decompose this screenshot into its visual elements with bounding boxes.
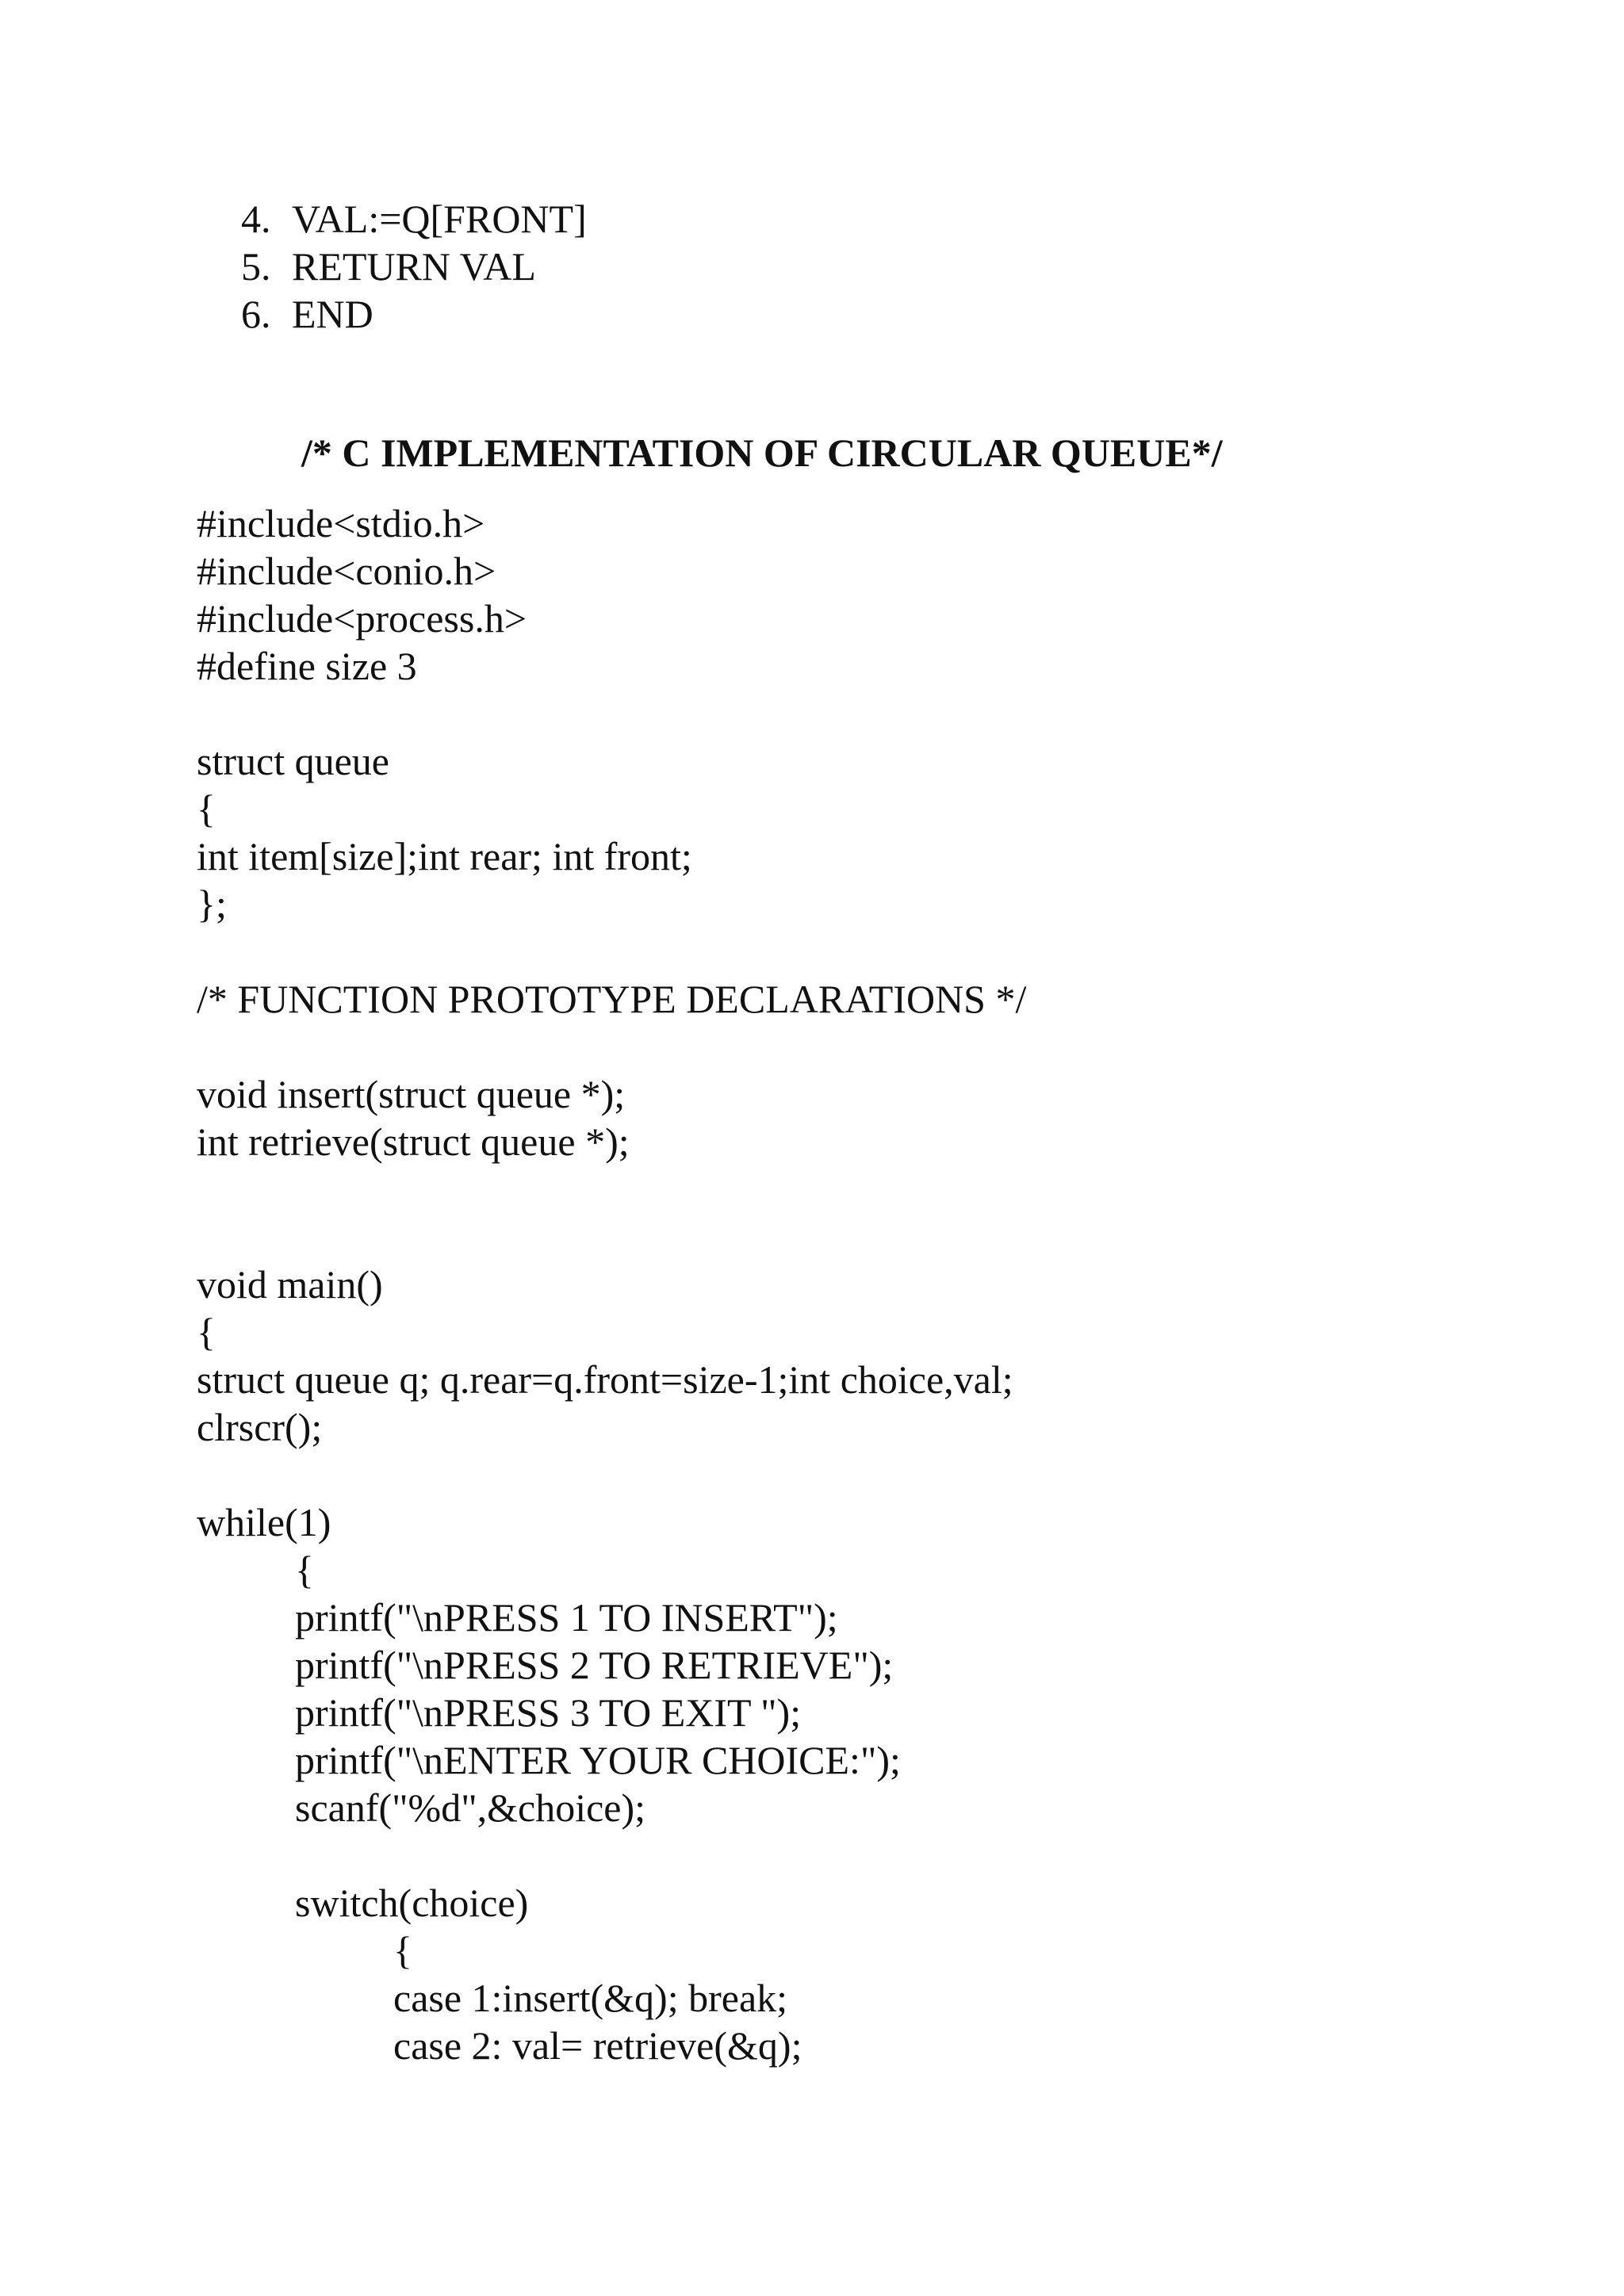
code-line: scanf("%d",&choice); (295, 1785, 646, 1830)
step-number: 6. (241, 292, 271, 336)
code-line: #include<conio.h> (197, 549, 496, 593)
code-line: }; (197, 882, 227, 926)
step-text: VAL:=Q[FRONT] (292, 197, 587, 241)
step-number: 5. (241, 244, 271, 289)
code-line: case 2: val= retrieve(&q); (393, 2023, 802, 2068)
code-line: { (197, 786, 216, 831)
code-line: while(1) (197, 1500, 331, 1544)
code-line: struct queue (197, 739, 389, 783)
code-line: { (197, 1310, 216, 1354)
code-line: struct queue q; q.rear=q.front=size-1;int choice,val; (197, 1357, 1013, 1402)
step-text: RETURN VAL (292, 244, 536, 289)
code-comment: /* FUNCTION PROTOTYPE DECLARATIONS */ (197, 977, 1027, 1021)
step-number: 4. (241, 197, 271, 241)
code-line: #include<stdio.h> (197, 501, 485, 545)
code-line: int retrieve(struct queue *); (197, 1119, 630, 1164)
code-line: { (393, 1928, 412, 1973)
code-line: void main() (197, 1262, 383, 1307)
code-line: { (295, 1548, 314, 1592)
code-line: printf("\nPRESS 1 TO INSERT"); (295, 1595, 838, 1640)
code-line: clrscr(); (197, 1405, 323, 1449)
code-line: int item[size];int rear; int front; (197, 834, 692, 878)
code-line: #include<process.h> (197, 596, 527, 641)
code-line: printf("\nENTER YOUR CHOICE:"); (295, 1738, 901, 1782)
code-line: switch(choice) (295, 1881, 529, 1925)
section-heading: /* C IMPLEMENTATION OF CIRCULAR QUEUE*/ (301, 430, 1223, 475)
code-line: #define size 3 (197, 644, 417, 688)
code-line: case 1:insert(&q); break; (393, 1976, 788, 2020)
code-line: printf("\nPRESS 2 TO RETRIEVE"); (295, 1643, 894, 1687)
code-line: printf("\nPRESS 3 TO EXIT "); (295, 1690, 802, 1735)
code-line: void insert(struct queue *); (197, 1072, 626, 1116)
step-text: END (292, 292, 373, 336)
